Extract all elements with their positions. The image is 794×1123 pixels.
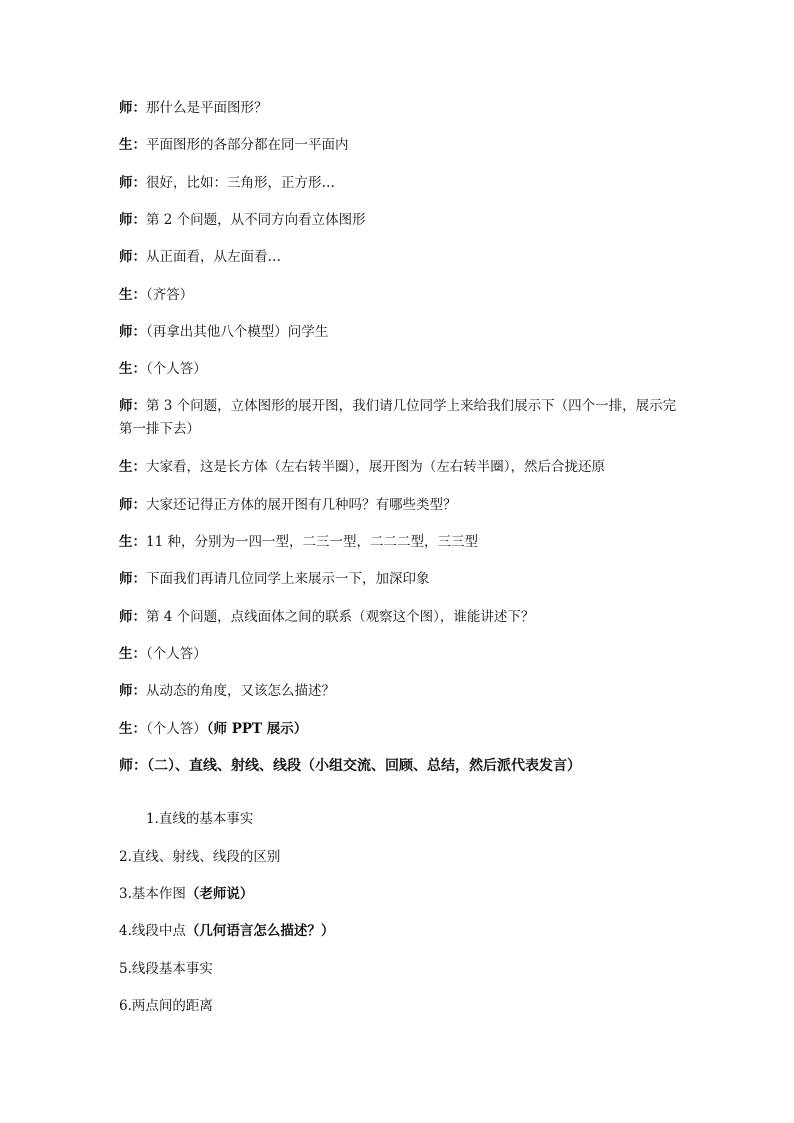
speaker: 生 xyxy=(119,534,133,550)
list-item: 4.线段中点（几何语言怎么描述？） xyxy=(119,923,335,939)
utterance: 从正面看，从左面看… xyxy=(146,249,281,265)
speaker: 师 xyxy=(119,609,133,625)
dialogue-line: 生：（个人答） xyxy=(119,361,207,377)
list-item: 3.基本作图（老师说） xyxy=(119,886,254,902)
utterance: 从动态的角度，又该怎么描述？ xyxy=(146,683,335,699)
dialogue-line: 生：（个人答） xyxy=(119,646,207,662)
list-item-note: （几何语言怎么描述？） xyxy=(185,923,335,939)
speaker: 师 xyxy=(119,571,133,587)
speaker: 师 xyxy=(119,100,133,116)
dialogue-line: 师：下面我们再请几位同学上来展示一下，加深印象 xyxy=(119,571,430,587)
list-item: 5.线段基本事实 xyxy=(119,961,213,977)
speaker: 生 xyxy=(119,646,133,662)
dialogue-line: 师：很好，比如：三角形，正方形… xyxy=(119,175,335,191)
utterance: 第 3 个问题，立体图形的展开图，我们请几位同学上来给我们展示下（四个一排，展示完第一排下去） xyxy=(119,398,677,437)
utterance: 下面我们再请几位同学上来展示一下，加深印象 xyxy=(146,571,430,587)
list-item-note: （老师说） xyxy=(185,886,254,902)
dialogue-line: 生：（齐答） xyxy=(119,287,194,303)
utterance: 大家看，这是长方体（左右转半圈），展开图为（左右转半圈），然后合拢还原 xyxy=(146,459,605,475)
dialogue-line: 师：那什么是平面图形？ xyxy=(119,100,268,116)
dialogue-line: 师：第 4 个问题，点线面体之间的联系（观察这个图），谁能讲述下？ xyxy=(119,609,535,625)
speaker: 师 xyxy=(119,175,133,191)
dialogue-line: 师：第 2 个问题，从不同方向看立体图形 xyxy=(119,212,366,228)
list-item: 6.两点间的距离 xyxy=(119,998,213,1014)
speaker: 生 xyxy=(119,137,133,153)
utterance: （齐答） xyxy=(146,287,194,303)
utterance: 大家还记得正方体的展开图有几种吗？有哪些类型？ xyxy=(146,497,457,513)
speaker: 师 xyxy=(119,324,133,340)
speaker: 生 xyxy=(119,459,133,475)
heading-text: （二）、直线、射线、线段（小组交流、回顾、总结，然后派代表发言） xyxy=(147,758,581,774)
speaker: 生 xyxy=(119,287,133,303)
list-item: 2.直线、射线、线段的区别 xyxy=(119,849,281,865)
speaker: 师 xyxy=(119,212,133,228)
speaker: 师 xyxy=(119,758,133,774)
speaker: 生 xyxy=(119,361,133,377)
dialogue-line: 生：大家看，这是长方体（左右转半圈），展开图为（左右转半圈），然后合拢还原 xyxy=(119,459,605,475)
dialogue-line: 师：第 3 个问题，立体图形的展开图，我们请几位同学上来给我们展示下（四个一排，展示完第一排下去） xyxy=(119,398,677,437)
dialogue-line: 师：（再拿出其他八个模型）问学生 xyxy=(119,324,329,340)
dialogue-line: 师：大家还记得正方体的展开图有几种吗？有哪些类型？ xyxy=(119,497,457,513)
utterance: 第 2 个问题，从不同方向看立体图形 xyxy=(146,212,366,228)
utterance: 那什么是平面图形？ xyxy=(146,100,268,116)
speaker: 师 xyxy=(119,497,133,513)
utterance: （个人答） xyxy=(146,361,207,377)
dialogue-line: 生：平面图形的各部分都在同一平面内 xyxy=(119,137,349,153)
utterance: （个人答） xyxy=(146,646,207,662)
speaker: 生 xyxy=(119,721,133,737)
list-item: 1.直线的基本事实 xyxy=(146,811,254,827)
utterance: （再拿出其他八个模型）问学生 xyxy=(146,324,329,340)
utterance: 11 种，分别为一四一型，二三一型，二二二型，三三型 xyxy=(146,534,478,550)
utterance: 很好，比如：三角形，正方形… xyxy=(146,175,335,191)
dialogue-line: 师：从正面看，从左面看… xyxy=(119,249,281,265)
section-heading: 师：（二）、直线、射线、线段（小组交流、回顾、总结，然后派代表发言） xyxy=(119,758,581,774)
speaker: 师 xyxy=(119,683,133,699)
utterance: 第 4 个问题，点线面体之间的联系（观察这个图），谁能讲述下？ xyxy=(146,609,535,625)
dialogue-line: 生：（个人答）（师 PPT 展示） xyxy=(119,721,308,737)
utterance-bold: （师 PPT 展示） xyxy=(206,721,308,737)
utterance: 平面图形的各部分都在同一平面内 xyxy=(146,137,349,153)
speaker: 师 xyxy=(119,249,133,265)
dialogue-line: 师：从动态的角度，又该怎么描述？ xyxy=(119,683,335,699)
speaker: 师 xyxy=(119,398,133,414)
dialogue-line: 生：11 种，分别为一四一型，二三一型，二二二型，三三型 xyxy=(119,534,478,550)
utterance: （个人答） xyxy=(146,721,207,737)
